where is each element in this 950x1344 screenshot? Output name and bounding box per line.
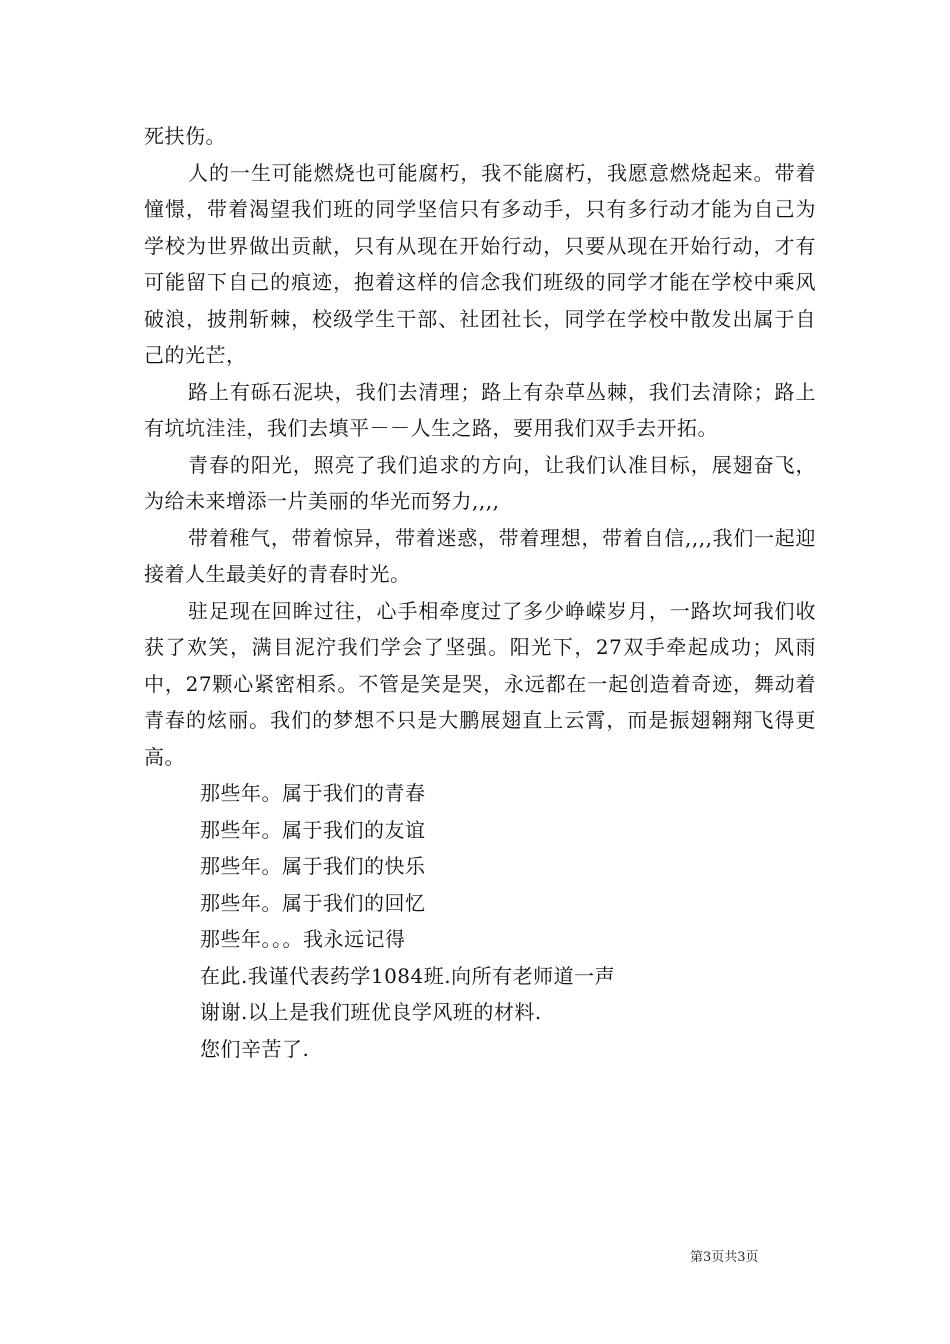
closing-line: 谢谢.以上是我们班优良学风班的材料.: [200, 1000, 542, 1024]
paragraph: 路上有砾石泥块，我们去清理；路上有杂草丛棘，我们去清除；路上有坑坑洼洼，我们去填平－－人生之路，要用我们双手去开拓。: [144, 379, 816, 440]
paragraph: 带着稚气，带着惊异，带着迷惑，带着理想，带着自信,,,,我们一起迎接着人生最美好的青春时光。: [144, 525, 816, 586]
page-number-footer: 第3页共3页: [690, 1250, 759, 1265]
closing-line: 那些年。属于我们的友谊: [200, 817, 426, 842]
closing-line: 那些年。属于我们的快乐: [200, 854, 426, 878]
document-body: [144, 118, 816, 1067]
closing-line: 您们辛苦了.: [200, 1036, 310, 1061]
paragraph: 人的一生可能燃烧也可能腐朽，我不能腐朽，我愿意燃烧起来。带着憧憬，带着渴望我们班的同学坚信只有多动手，只有多行动才能为自己为学校为世界做出贡献，只有从现在开始行动，只要从现在开始行动，才有可能留下自己的痕迹，抱着这样的信念我们班级的同学才能在学校中乘风破浪，披荆斩棘，校级学生干部、社团社长，同学在学校中散发出属于自己的光芒，: [144, 160, 816, 367]
closing-line: 那些年。。。我永远记得: [200, 927, 406, 951]
closing-line: 那些年。属于我们的回忆: [200, 890, 426, 915]
paragraph: 青春的阳光，照亮了我们追求的方向，让我们认准目标，展翅奋飞，为给未来增添一片美丽的华光而努力,,,,: [144, 452, 816, 513]
paragraph: 驻足现在回眸过往，心手相牵度过了多少峥嵘岁月，一路坎坷我们收获了欢笑，满目泥泞我们学会了坚强。阳光下，27双手牵起成功；风雨中，27颗心紧密相系。不管是笑是哭，永远都在一起创造着奇迹，舞动着青春的炫丽。我们的梦想不只是大鹏展翅直上云霄，而是振翅翱翔飞得更高。: [144, 598, 816, 769]
paragraph: 死扶伤。: [144, 124, 226, 148]
closing-line: 在此.我谨代表药学1084班.向所有老师道一声: [200, 963, 616, 988]
closing-line: 那些年。属于我们的青春: [200, 781, 426, 805]
